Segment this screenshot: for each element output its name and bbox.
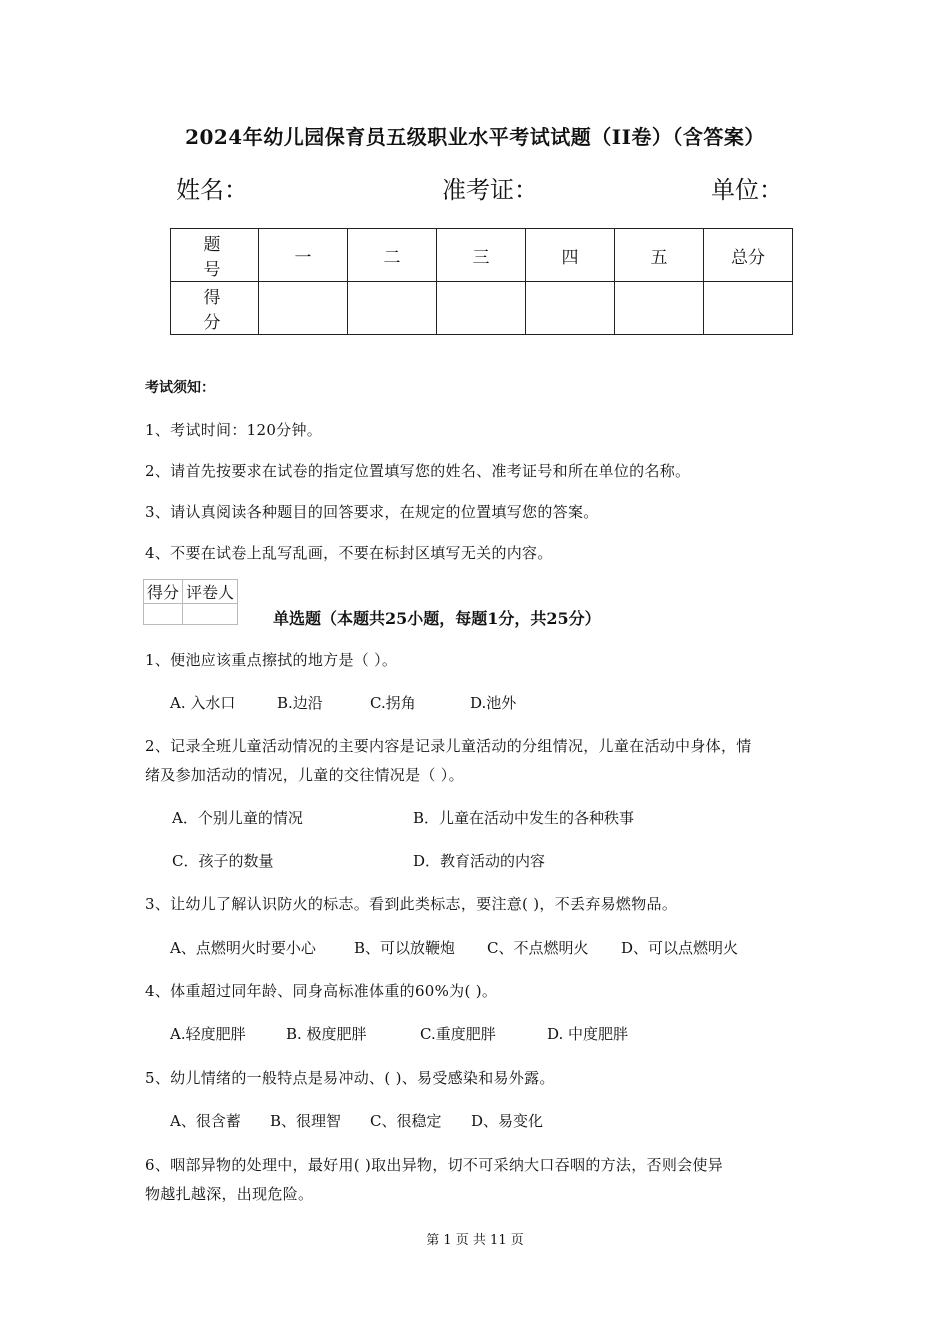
- score-cell-3[interactable]: [437, 282, 526, 335]
- notice-item: 1、考试时间：120分钟。: [145, 421, 323, 439]
- question-option: B．儿童在活动中发生的各种秩事: [413, 809, 635, 827]
- notice-heading: 考试须知：: [145, 380, 215, 396]
- score-cell-5[interactable]: [615, 282, 704, 335]
- question-option: C、很稳定: [370, 1112, 442, 1130]
- score-cell-total[interactable]: [704, 282, 793, 335]
- notice-item: 3、请认真阅读各种题目的回答要求，在规定的位置填写您的答案。: [145, 503, 599, 521]
- score-header-4: 四: [526, 229, 615, 282]
- question-option: D、易变化: [471, 1112, 544, 1130]
- question-option: C.拐角: [370, 694, 416, 712]
- name-label: 姓名：: [176, 176, 248, 204]
- question-option: D．教育活动的内容: [413, 852, 546, 870]
- question-option: C、不点燃明火: [487, 939, 589, 957]
- score-header-total: 总分: [704, 229, 793, 282]
- question-option: C.重度肥胖: [420, 1025, 496, 1043]
- notice-item: 2、请首先按要求在试卷的指定位置填写您的姓名、准考证号和所在单位的名称。: [145, 462, 691, 480]
- score-cell-1[interactable]: [259, 282, 348, 335]
- question-stem-continued: 绪及参加活动的情况，儿童的交往情况是（ ）。: [145, 766, 464, 784]
- question-stem: 5、幼儿情绪的一般特点是易冲动、( )、易受感染和易外露。: [145, 1069, 555, 1087]
- score-cell-2[interactable]: [348, 282, 437, 335]
- notice-item: 4、不要在试卷上乱写乱画，不要在标封区填写无关的内容。: [145, 544, 553, 562]
- score-cell-4[interactable]: [526, 282, 615, 335]
- question-option: A.轻度肥胖: [170, 1025, 246, 1043]
- question-option: B、很理智: [270, 1112, 342, 1130]
- question-option: D.池外: [470, 694, 517, 712]
- score-table-score-row: [171, 282, 793, 335]
- question-option: A、点燃明火时要小心: [170, 939, 316, 957]
- question-option: D、可以点燃明火: [621, 939, 739, 957]
- question-option: C．孩子的数量: [172, 852, 274, 870]
- document-title: 2024年幼儿园保育员五级职业水平考试试题（II卷）（含答案）: [185, 125, 765, 149]
- score-header-5: 五: [615, 229, 704, 282]
- score-header-1: 一: [259, 229, 348, 282]
- score-header-label: 题 号: [171, 229, 259, 282]
- question-stem-continued: 物越扎越深，出现危险。: [145, 1185, 314, 1203]
- score-table: [170, 228, 793, 335]
- question-option: D. 中度肥胖: [547, 1025, 629, 1043]
- question-option: B. 极度肥胖: [286, 1025, 367, 1043]
- question-option: A. 入水口: [170, 694, 236, 712]
- question-option: B、可以放鞭炮: [354, 939, 456, 957]
- score-table-header-row: [171, 229, 793, 282]
- score-header-3: 三: [437, 229, 526, 282]
- score-header-2: 二: [348, 229, 437, 282]
- question-stem: 1、便池应该重点擦拭的地方是（ ）。: [145, 651, 398, 669]
- grader-reviewer-label: 评卷人: [183, 580, 238, 604]
- grader-reviewer-cell[interactable]: [183, 604, 238, 625]
- question-stem: 4、体重超过同年龄、同身高标准体重的60%为( )。: [145, 982, 498, 1000]
- question-option: A．个别儿童的情况: [172, 809, 303, 827]
- grader-box: [143, 579, 238, 625]
- question-stem: 2、记录全班儿童活动情况的主要内容是记录儿童活动的分组情况，儿童在活动中身体，情: [145, 737, 752, 755]
- section-heading: 单选题（本题共25小题，每题1分，共25分）: [273, 609, 601, 628]
- page-footer: 第 1 页 共 11 页: [426, 1233, 524, 1248]
- question-stem: 3、让幼儿了解认识防火的标志。看到此类标志，要注意( )，不丢弃易燃物品。: [145, 895, 678, 913]
- question-stem: 6、咽部异物的处理中，最好用( )取出异物，切不可采纳大口吞咽的方法，否则会使异: [145, 1156, 724, 1174]
- score-row-label: 得 分: [171, 282, 259, 335]
- question-option: B.边沿: [277, 694, 323, 712]
- question-option: A、很含蓄: [170, 1112, 241, 1130]
- exam-number-label: 准考证：: [442, 176, 538, 204]
- grader-score-cell[interactable]: [144, 604, 183, 625]
- grader-score-label: 得分: [144, 580, 183, 604]
- unit-label: 单位：: [711, 176, 783, 204]
